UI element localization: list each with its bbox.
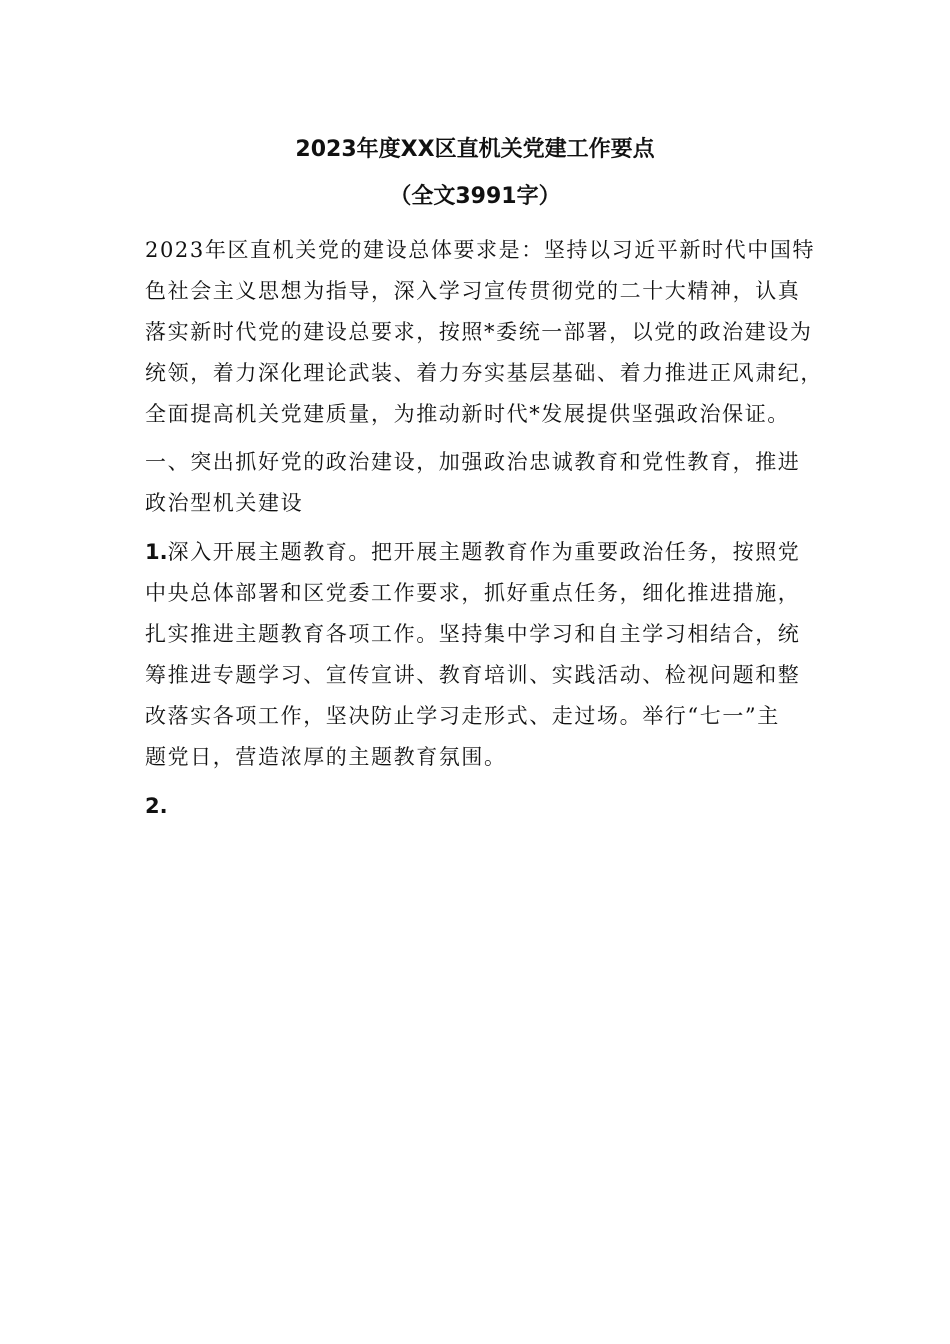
item-line: 扎实推进主题教育各项工作。坚持集中学习和自主学习相结合，统 (145, 622, 801, 647)
item-2-number: 2. (145, 793, 168, 818)
item-line: 改落实各项工作，坚决防止学习走形式、走过场。举行“七一”主 (145, 703, 780, 728)
section-heading-line: 一、突出抓好党的政治建设，加强政治忠诚教育和党性教育，推进 (145, 450, 801, 475)
intro-line: 全面提高机关党建质量，为推动新时代*发展提供坚强政治保证。 (145, 401, 790, 426)
item-1-paragraph (145, 532, 825, 777)
item-line: 筹推进专题学习、宣传宣讲、教育培训、实践活动、检视问题和整 (145, 662, 801, 687)
section-1-heading (145, 442, 825, 524)
paragraph-gap (145, 778, 825, 786)
intro-line: 2023年区直机关党的建设总体要求是：坚持以习近平新时代中国特 (145, 238, 816, 262)
item-2-paragraph (145, 786, 825, 827)
document-body (145, 230, 825, 826)
document-subtitle: （全文3991字） (389, 184, 561, 209)
document-title: 2023年度XX区直机关党建工作要点 (295, 137, 655, 162)
item-line (145, 532, 825, 573)
paragraph-gap (145, 524, 825, 532)
item-line: 中央总体部署和区党委工作要求，抓好重点任务，细化推进措施， (145, 581, 801, 606)
item-1-number: 1. (145, 540, 168, 565)
intro-line: 落实新时代党的建设总要求，按照*委统一部署，以党的政治建设为 (145, 319, 813, 344)
intro-line: 统领，着力深化理论武装、着力夯实基层基础、着力推进正风肃纪， (145, 360, 823, 385)
section-heading-line: 政治型机关建设 (145, 491, 304, 516)
intro-line: 色社会主义思想为指导，深入学习宣传贯彻党的二十大精神，认真 (145, 278, 801, 303)
intro-paragraph (145, 230, 825, 434)
item-1-first-line: 深入开展主题教育。把开展主题教育作为重要政治任务，按照党 (167, 540, 801, 565)
item-line: 题党日，营造浓厚的主题教育氛围。 (145, 744, 507, 769)
paragraph-gap (145, 434, 825, 442)
